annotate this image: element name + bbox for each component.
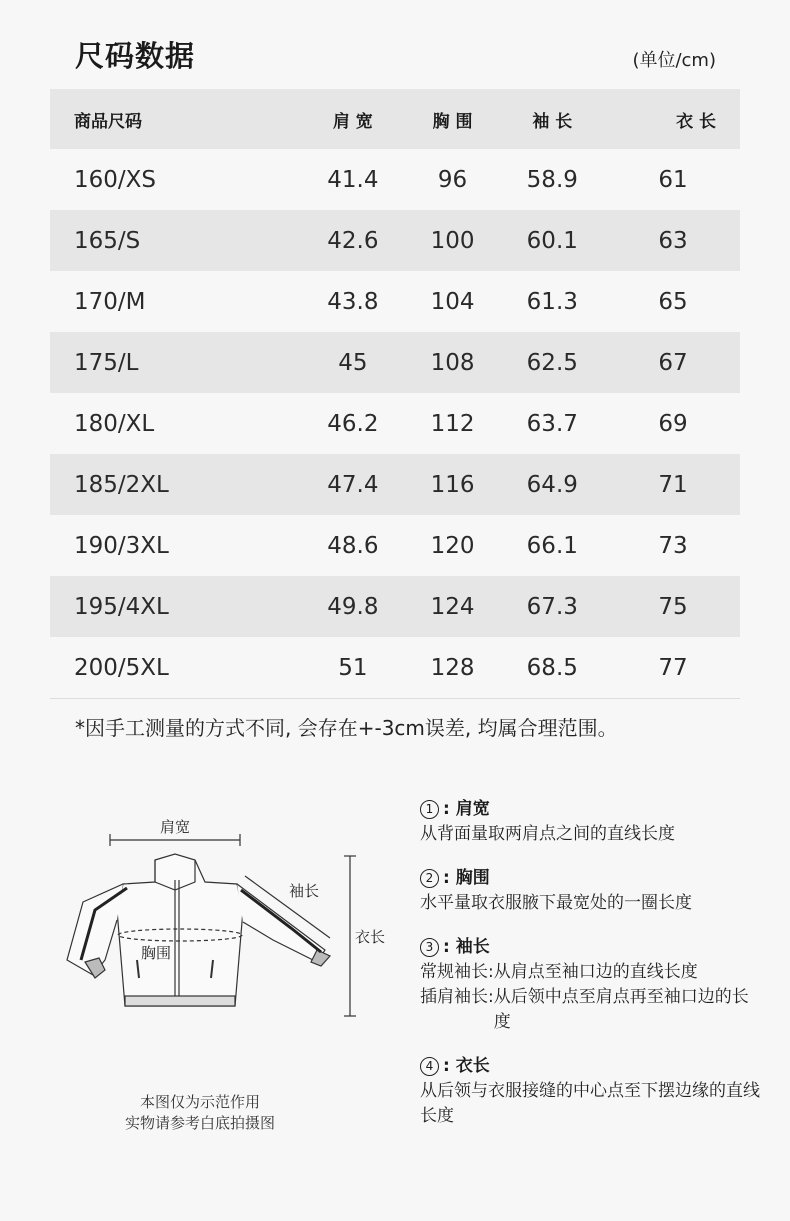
table-row: [50, 393, 740, 454]
page-title: 尺码数据: [75, 39, 196, 73]
table-cell: 175/L: [74, 349, 139, 376]
measure-row-label: 常规袖长:: [420, 962, 494, 982]
table-cell: 46.2: [327, 410, 379, 437]
column-header: 衣 长: [676, 111, 716, 132]
caption-line: 本图仅为示范作用: [139, 1093, 260, 1111]
measure-shoulder: [420, 796, 760, 847]
table-cell: 64.9: [526, 471, 578, 498]
table-cell: 180/XL: [74, 410, 155, 437]
measure-chest: [420, 865, 760, 916]
table-row: [50, 332, 740, 393]
table-cell: 185/2XL: [74, 471, 169, 498]
table-cell: 112: [430, 410, 475, 437]
measure-description: 从后领与衣服接缝的中心点至下摆边缘的直线长度: [420, 1081, 760, 1126]
table-cell: 195/4XL: [74, 593, 169, 620]
length-label: 衣长: [355, 928, 386, 946]
table-cell: 49.8: [327, 593, 379, 620]
number-circle-icon: 3: [420, 938, 439, 957]
table-cell: 58.9: [526, 166, 578, 193]
table-cell: 63: [658, 227, 688, 254]
sleeve-label: 袖长: [289, 882, 320, 900]
table-cell: 41.4: [327, 166, 379, 193]
measure-row-label: 插肩袖长:: [420, 987, 494, 1007]
column-header: 肩 宽: [332, 111, 373, 132]
column-header: 胸 围: [432, 111, 473, 132]
table-row: [50, 515, 740, 576]
table-cell: 170/M: [74, 288, 146, 315]
table-cell: 96: [437, 166, 468, 193]
number-circle-icon: 2: [420, 869, 439, 888]
number-circle-icon: 1: [420, 800, 439, 819]
measurement-guide: [420, 796, 760, 1147]
measure-length: [420, 1053, 760, 1129]
table-cell: 65: [658, 288, 688, 315]
table-cell: 42.6: [327, 227, 379, 254]
table-cell: 200/5XL: [74, 654, 169, 681]
column-header: 袖 长: [532, 111, 573, 132]
number-circle-icon: 4: [420, 1057, 439, 1076]
table-cell: 68.5: [526, 654, 578, 681]
table-row: [50, 210, 740, 271]
table-row: [50, 149, 740, 210]
measure-row-text: 从肩点至袖口边的直线长度: [493, 962, 698, 982]
table-cell: 108: [430, 349, 475, 376]
measure-row-text: 从后领中点至肩点再至袖口边的长度: [493, 987, 749, 1032]
table-cell: 47.4: [327, 471, 379, 498]
table-cell: 128: [430, 654, 475, 681]
table-cell: 124: [430, 593, 475, 620]
table-cell: 43.8: [327, 288, 379, 315]
jacket-diagram: [55, 810, 395, 1040]
table-cell: 165/S: [74, 227, 141, 254]
table-cell: 190/3XL: [74, 532, 169, 559]
table-cell: 61: [658, 166, 688, 193]
table-cell: 100: [430, 227, 475, 254]
table-cell: 67: [658, 349, 688, 376]
table-cell: 116: [430, 471, 475, 498]
table-cell: 60.1: [526, 227, 578, 254]
table-divider: [50, 698, 740, 699]
unit-label: (单位/cm): [632, 50, 716, 71]
measurement-note: *因手工测量的方式不同, 会存在+-3cm误差, 均属合理范围。: [75, 716, 618, 740]
measure-sleeve: [420, 934, 760, 1035]
size-table: [50, 89, 740, 698]
measure-title: : 衣长: [443, 1056, 490, 1076]
table-cell: 73: [658, 532, 688, 559]
caption-line: 实物请参考白底拍摄图: [124, 1114, 275, 1132]
table-row: [50, 576, 740, 637]
table-cell: 75: [658, 593, 688, 620]
table-cell: 45: [338, 349, 368, 376]
shoulder-label: 肩宽: [159, 818, 191, 836]
table-row: [50, 637, 740, 698]
measure-title: : 胸围: [443, 868, 490, 888]
table-cell: 71: [658, 471, 688, 498]
measure-row: [420, 960, 760, 985]
table-cell: 69: [658, 410, 688, 437]
table-cell: 62.5: [526, 349, 578, 376]
column-header: 商品尺码: [74, 111, 142, 132]
table-cell: 66.1: [526, 532, 578, 559]
measure-title: : 袖长: [443, 937, 490, 957]
table-cell: 48.6: [327, 532, 379, 559]
measure-title: : 肩宽: [443, 799, 490, 819]
table-row: [50, 271, 740, 332]
measure-description: 从背面量取两肩点之间的直线长度: [420, 824, 675, 844]
table-cell: 61.3: [526, 288, 578, 315]
table-cell: 51: [338, 654, 368, 681]
table-cell: 67.3: [526, 593, 578, 620]
table-cell: 63.7: [526, 410, 578, 437]
table-cell: 77: [658, 654, 688, 681]
table-cell: 104: [430, 288, 475, 315]
diagram-caption: [100, 1092, 300, 1134]
table-row: [50, 454, 740, 515]
table-cell: 160/XS: [74, 166, 157, 193]
measure-description: 水平量取衣服腋下最宽处的一圈长度: [420, 893, 692, 913]
table-cell: 120: [430, 532, 475, 559]
table-body: [50, 149, 740, 698]
measure-row: [420, 985, 760, 1035]
chest-label: 胸围: [141, 944, 172, 962]
table-header-row: [50, 89, 740, 149]
